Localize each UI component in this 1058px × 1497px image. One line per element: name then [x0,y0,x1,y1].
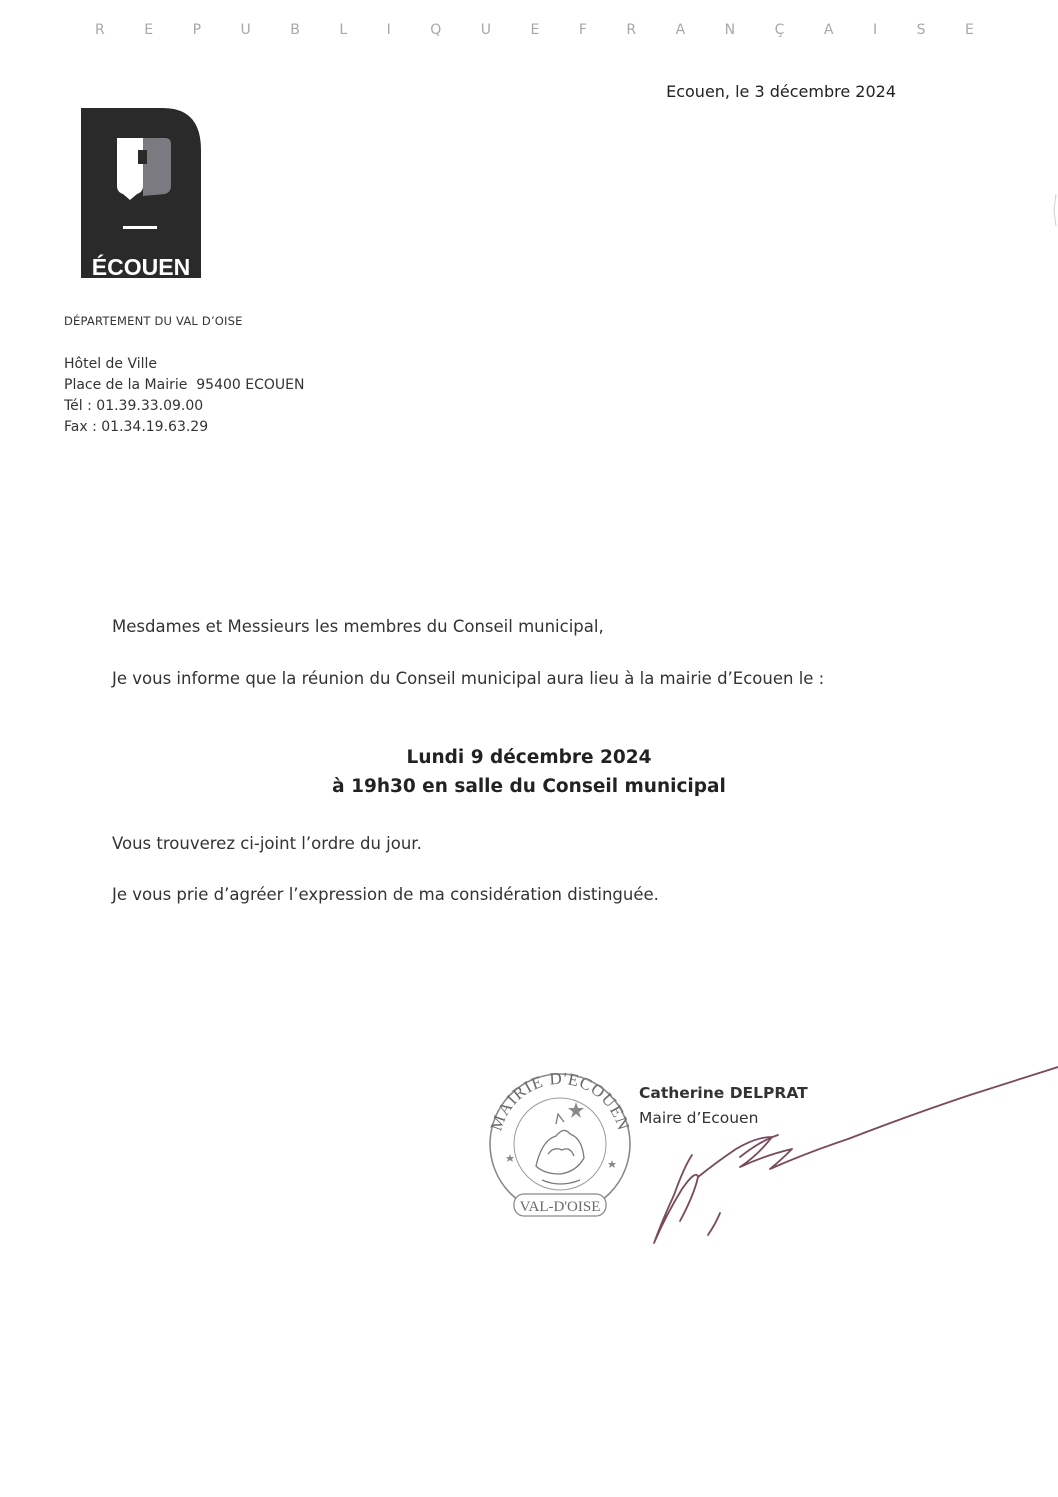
fax-number: Fax : 01.34.19.63.29 [64,419,209,435]
header-letter: E [144,22,155,38]
header-letter: N [724,22,737,38]
stamp-star [506,1154,514,1162]
intro-paragraph: Je vous informe que la réunion du Conseil municipal aura lieu à la mairie d’Ecouen le : [112,669,825,688]
stamp-star [568,1102,584,1118]
letter-date: Ecouen, le 3 décembre 2024 [666,82,896,101]
header-letter: A [675,22,687,38]
ecouen-logo [81,108,201,278]
meeting-date: Lundi 9 décembre 2024 [406,747,652,768]
header-letter: U [480,22,493,38]
header-letter: P [192,22,203,38]
header-letter: A [823,22,835,38]
address-line: Hôtel de Ville [64,356,158,372]
phone-number: Tél : 01.39.33.09.00 [64,398,204,414]
header-letter: R [95,22,106,38]
salutation: Mesdames et Messieurs les membres du Conseil municipal, [112,617,604,636]
header-letter: I [872,22,879,38]
header-letter: Q [430,22,443,38]
signatory-name: Catherine DELPRAT [639,1084,808,1102]
header-letter: Ç [774,22,786,38]
header-letter: B [290,22,301,38]
logo-wordmark: ÉCOUEN [91,254,191,278]
header-letter: U [240,22,252,38]
address-block [64,354,304,438]
stamp-top-text: MAIRIE D'ECOUEN [486,1068,634,1134]
header-letter: E [530,22,541,38]
stamp-bottom-text: VAL-D'OISE [519,1199,601,1215]
header-letter: R [626,22,638,38]
mairie-stamp [484,1062,636,1222]
header-letter: L [339,22,349,38]
closing-formula: Je vous prie d’agréer l’expression de ma considération distinguée. [112,885,659,904]
header-letter: E [964,22,975,38]
stamp-star [608,1160,616,1168]
handwritten-signature [640,1045,1058,1250]
department-label: DÉPARTEMENT DU VAL D’OISE [64,314,243,328]
header-letter: I [386,22,392,38]
signatory-role: Maire d’Ecouen [639,1109,759,1127]
scan-edge-mark [1046,190,1058,230]
attachment-note: Vous trouverez ci-joint l’ordre du jour. [112,834,422,853]
republique-francaise-header [95,22,975,38]
address-line: Place de la Mairie 95400 ECOUEN [64,377,305,393]
meeting-time-place: à 19h30 en salle du Conseil municipal [332,776,726,797]
header-letter: F [578,22,588,38]
stamp-emblem [536,1114,584,1184]
header-letter: S [916,22,927,38]
